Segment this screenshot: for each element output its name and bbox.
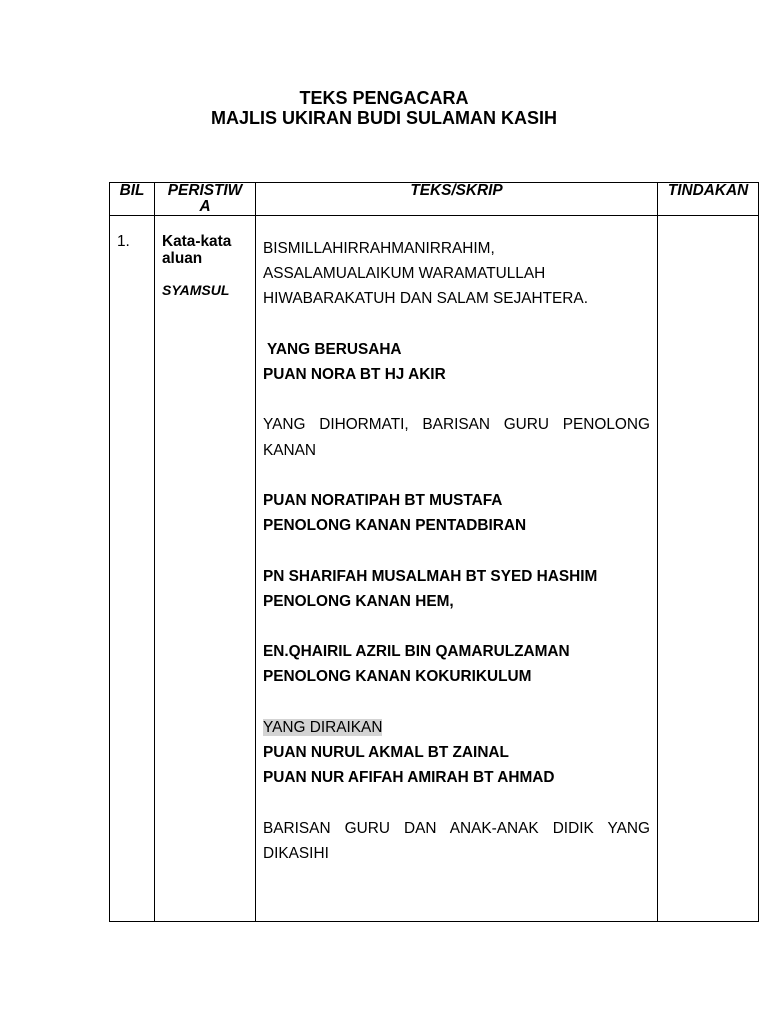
header-peristiwa-label-line-2: A (199, 198, 211, 215)
salutation-teachers-students (263, 816, 650, 866)
salutation-celebrated (263, 715, 650, 791)
honoree-block (263, 488, 650, 538)
event-name: Kata-kata aluan (162, 233, 232, 267)
salutation-heading: YANG BERUSAHA (267, 340, 402, 358)
honoree-name: PUAN NORA BT HJ AKIR (263, 366, 446, 383)
greeting-line: BISMILLAHIRRAHMANIRRAHIM, (263, 240, 495, 257)
header-peristiwa (155, 183, 255, 215)
honoree-name: EN.QHAIRIL AZRIL BIN QAMARULZAMAN (263, 643, 570, 661)
header-tindakan-label: TINDAKAN (667, 182, 749, 199)
header-bil-label: BIL (119, 182, 145, 199)
script-table (109, 182, 759, 922)
honoree-title: PENOLONG KANAN HEM, (263, 592, 454, 610)
honoree-title: PENOLONG KANAN PENTADBIRAN (263, 517, 527, 535)
honoree-title: PENOLONG KANAN KOKURIKULUM (263, 668, 532, 686)
emcee-name: SYAMSUL (162, 282, 230, 298)
row-1-teks-skrip-cell (256, 216, 657, 921)
row-number: 1. (117, 233, 130, 250)
salutation-heading: YANG DIHORMATI, BARISAN GURU PENOLONG KANAN (263, 416, 650, 459)
honoree-name: PUAN NURUL AKMAL BT ZAINAL (263, 743, 509, 761)
opening-greeting (263, 236, 650, 312)
honoree-block (263, 639, 650, 689)
greeting-line: HIWABARAKATUH DAN SALAM SEJAHTERA. (263, 290, 588, 308)
honoree-block (263, 564, 650, 614)
header-teks-skrip-label: TEKS/SKRIP (410, 182, 503, 199)
header-tindakan (658, 183, 758, 215)
header-bil (110, 183, 154, 215)
document-title (0, 88, 768, 128)
header-teks-skrip (256, 183, 657, 215)
honoree-name: PUAN NUR AFIFAH AMIRAH BT AHMAD (263, 769, 555, 787)
title-line-2: MAJLIS UKIRAN BUDI SULAMAN KASIH (211, 108, 557, 128)
row-1-peristiwa-cell (155, 216, 255, 921)
salutation-principal (263, 337, 650, 387)
honoree-name: PN SHARIFAH MUSALMAH BT SYED HASHIM (263, 567, 598, 585)
header-peristiwa-label-line-1: PERISTIW (167, 182, 243, 199)
salutation-senior-assistants (263, 412, 650, 462)
salutation-heading-line (263, 715, 650, 740)
honoree-name: PUAN NORATIPAH BT MUSTAFA (263, 491, 503, 509)
row-1-bil-cell (110, 216, 154, 921)
salutation-heading: BARISAN GURU DAN ANAK-ANAK DIDIK YANG DIKASIHI (263, 819, 650, 862)
title-line-1: TEKS PENGACARA (299, 88, 469, 108)
greeting-line: ASSALAMUALAIKUM WARAMATULLAH (263, 265, 546, 283)
highlighted-salutation: YANG DIRAIKAN (263, 718, 383, 736)
row-1-tindakan-cell (658, 216, 758, 921)
